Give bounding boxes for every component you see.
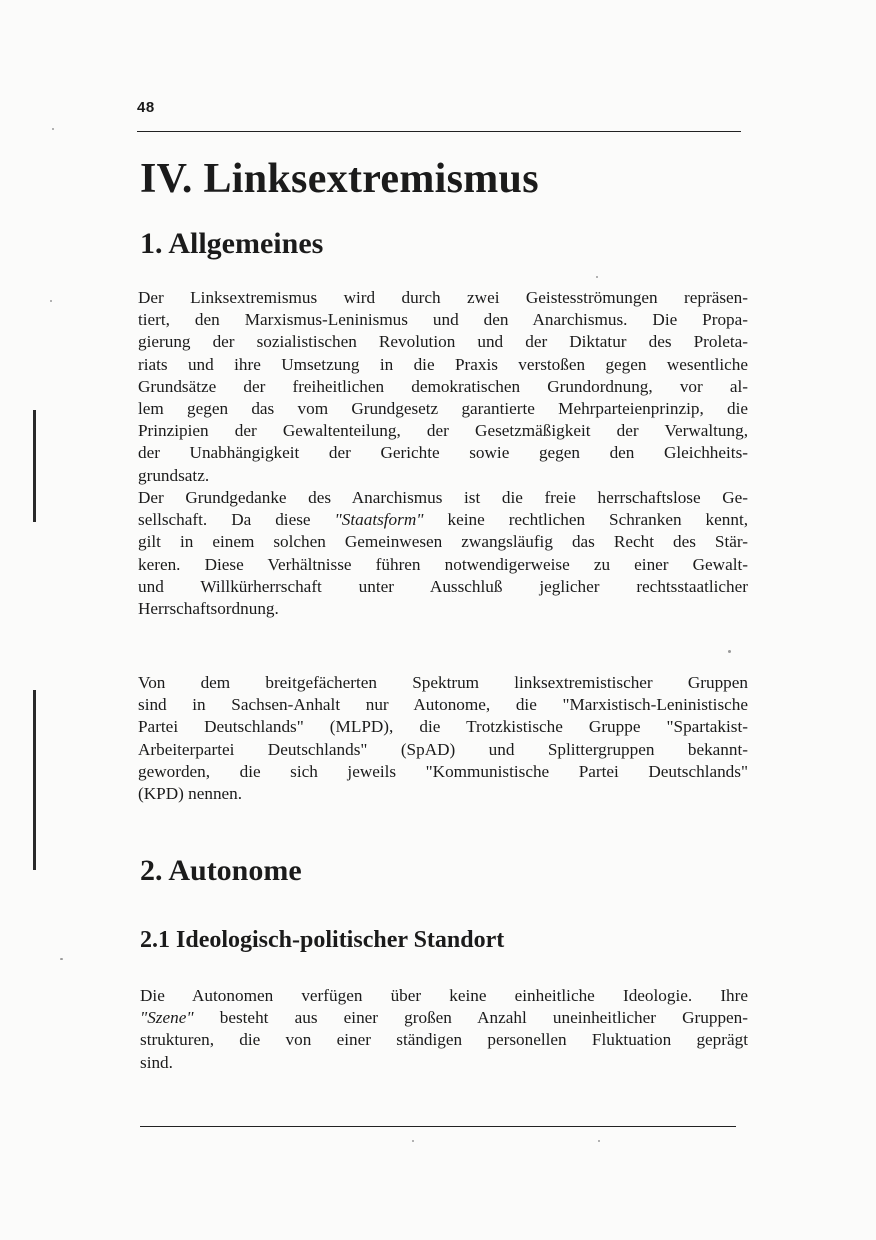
footer-rule (140, 1126, 736, 1127)
scan-speck (596, 276, 598, 278)
header-rule (137, 131, 741, 132)
text-line: strukturen, die von einer ständigen personellen Fluktuation geprägt (140, 1030, 748, 1050)
text-line: Arbeiterpartei Deutschlands" (SpAD) und Splittergruppen bekannt- (138, 739, 748, 759)
text-line: Prinzipien der Gewaltenteilung, der Gesetzmäßigkeit der Verwaltung, (138, 421, 748, 441)
text-line: gilt in einem solchen Gemeinwesen zwangsläufig das Recht des Stär- (138, 532, 748, 552)
text-line-with-emphasis (140, 1007, 748, 1029)
text-line: gierung der sozialistischen Revolution und der Diktatur des Proleta- (138, 332, 748, 352)
emphasis-staatsform: "Staatsform" (334, 510, 424, 530)
chapter-title: IV. Linksextremismus (140, 156, 539, 202)
text-line: lem gegen das vom Grundgesetz garantierte Mehrparteienprinzip, die (138, 399, 748, 419)
margin-revision-bar (33, 410, 36, 522)
paragraph-gruppen (138, 672, 748, 805)
text-line-with-emphasis (138, 509, 748, 531)
text-line: Der Grundgedanke des Anarchismus ist die freie herrschaftslose Ge- (138, 488, 748, 507)
text-line: keren. Diese Verhältnisse führen notwendigerweise zu einer Gewalt- (138, 554, 748, 574)
text-line: riats und ihre Umsetzung in die Praxis verstoßen gegen wesentliche (138, 354, 748, 374)
paragraph-anarchismus (138, 487, 748, 620)
scan-speck (728, 650, 731, 653)
paragraph-autonome (140, 985, 748, 1074)
text-line: Von dem breitgefächerten Spektrum linksextremistischer Gruppen (138, 673, 748, 692)
text-line: Herrschaftsordnung. (138, 599, 279, 619)
text-line: der Unabhängigkeit der Gerichte sowie gegen den Gleichheits- (138, 443, 748, 463)
text-line: Die Autonomen verfügen über keine einheitliche Ideologie. Ihre (140, 986, 748, 1005)
section-title-allgemeines: 1. Allgemeines (140, 227, 324, 260)
text-fragment: sellschaft. Da diese (138, 510, 311, 530)
text-fragment: besteht aus einer großen Anzahl uneinheitlicher Gruppen- (219, 1008, 749, 1028)
text-line: sind in Sachsen-Anhalt nur Autonome, die "Marxistisch-Leninistische (138, 695, 748, 715)
section-title-autonome: 2. Autonome (140, 854, 302, 887)
scan-speck (60, 958, 63, 960)
scan-speck (412, 1140, 414, 1142)
margin-revision-bar (33, 690, 36, 870)
text-line: sind. (140, 1052, 173, 1072)
scan-speck (52, 128, 54, 130)
text-line: grundsatz. (138, 465, 210, 485)
text-fragment: keine rechtlichen Schranken kennt, (447, 510, 749, 530)
text-line: tiert, den Marxismus-Leninismus und den Anarchismus. Die Propa- (138, 310, 748, 330)
text-line: Der Linksextremismus wird durch zwei Geistesströmungen repräsen- (138, 288, 748, 307)
text-line: und Willkürherrschaft unter Ausschluß jeglicher rechtsstaatlicher (138, 576, 748, 596)
subsection-title-standort: 2.1 Ideologisch-politischer Standort (140, 927, 505, 953)
scan-speck (50, 300, 52, 302)
scan-speck (598, 1140, 600, 1142)
text-line: geworden, die sich jeweils "Kommunistische Partei Deutschlands" (138, 761, 748, 781)
text-line: (KPD) nennen. (138, 784, 243, 804)
text-line: Partei Deutschlands" (MLPD), die Trotzkistische Gruppe "Spartakist- (138, 717, 748, 737)
text-line: Grundsätze der freiheitlichen demokratischen Grundordnung, vor al- (138, 376, 748, 396)
page-number: 48 (137, 99, 155, 116)
paragraph-linksextremismus (138, 287, 748, 487)
emphasis-szene: "Szene" (140, 1008, 194, 1028)
